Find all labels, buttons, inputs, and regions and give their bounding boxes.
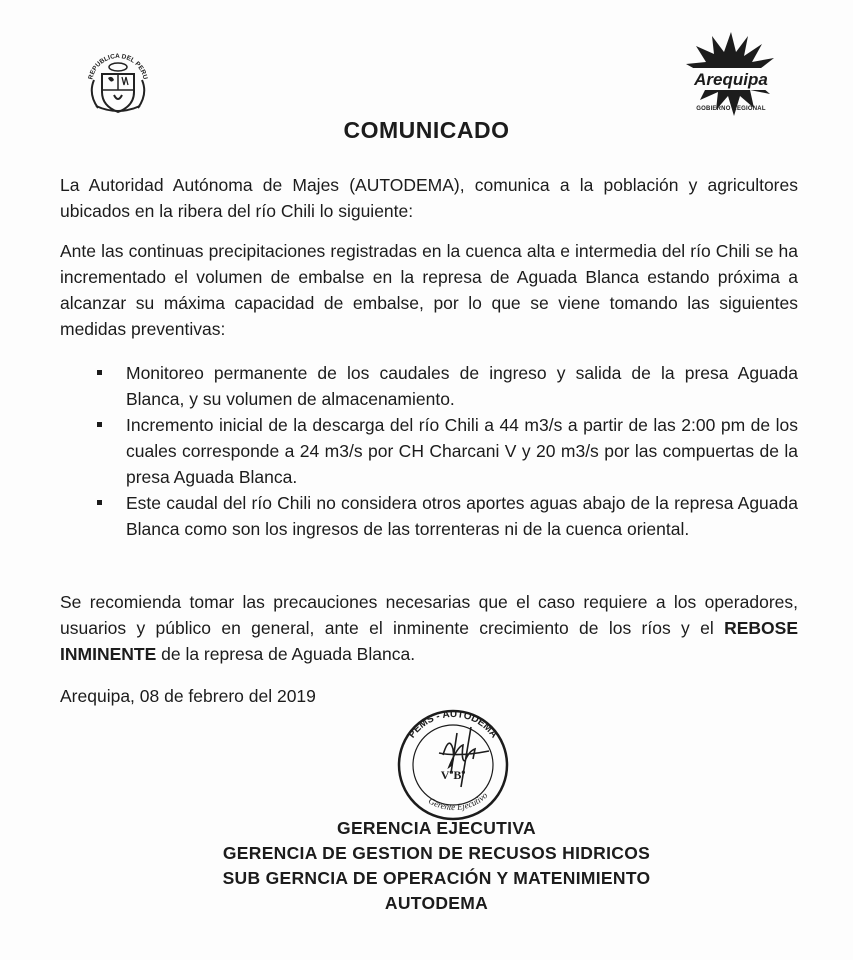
bullet-square-icon (97, 370, 102, 375)
autodema-stamp-seal (385, 705, 525, 823)
recommendation-paragraph (60, 589, 798, 667)
svg-text:Gerente Ejecutivo: Gerente Ejecutivo (426, 790, 490, 813)
bullet-square-icon (97, 422, 102, 427)
peru-coat-of-arms-logo (78, 40, 158, 120)
intro-paragraph: La Autoridad Autónoma de Majes (AUTODEMA), comunica a la población y agricultores ubicados en la ribera del río Chili lo siguiente: (60, 175, 798, 221)
signatory-line-4: AUTODEMA (384, 893, 489, 913)
list-item (96, 490, 798, 542)
svg-text:REPUBLICA DEL PERU: REPUBLICA DEL PERU (87, 52, 149, 81)
signatory-line-2: GERENCIA DE GESTION DE RECUSOS HIDRICOS (222, 843, 651, 863)
list-item-text: Este caudal del río Chili no considera otros aportes aguas abajo de la represa Aguada Blanca como son los ingresos de las torrenteras ni de la cuenca oriental. (126, 493, 798, 539)
preventive-measures-list (96, 360, 798, 542)
signatory-block (0, 816, 853, 916)
svg-text:Arequipa: Arequipa (694, 70, 768, 89)
list-item (96, 360, 798, 412)
document-date: Arequipa, 08 de febrero del 2019 (60, 686, 316, 706)
recommendation-text: Se recomienda tomar las precauciones necesarias que el caso requiere a los operadores, usuarios y público en general, ante el inminente crecimiento de los ríos y el (60, 592, 798, 638)
svg-text:VºBº: VºBº (440, 768, 466, 782)
recommendation-text-end: de la represa de Aguada Blanca. (156, 644, 416, 664)
bullet-square-icon (97, 500, 102, 505)
list-item (96, 412, 798, 490)
list-item-text: Incremento inicial de la descarga del río Chili a 44 m3/s a partir de las 2:00 pm de los cuales corresponde a 24 m3/s por CH Charcani V y 20 m3/s por las compuertas de la presa Aguada Blanca. (126, 415, 798, 487)
signatory-line-1: GERENCIA EJECUTIVA (337, 818, 536, 838)
signatory-line-3: SUB GERNCIA DE OPERACIÓN Y MATENIMIENTO (222, 868, 651, 888)
logo-caption: GOBIERNO REGIONAL (696, 106, 766, 112)
document-title: COMUNICADO (343, 117, 510, 143)
list-item-text: Monitoreo permanente de los caudales de ingreso y salida de la presa Aguada Blanca, y su volumen de almacenamiento. (126, 363, 798, 409)
context-paragraph: Ante las continuas precipitaciones registradas en la cuenca alta e intermedia del río Chili se ha incrementado el volumen de embalse en la represa de Aguada Blanca estando próxima a alcanzar su máxima capacidad de embalse, por lo que se viene tomando las siguientes medidas preventivas: (60, 241, 798, 339)
rebose-inminente-emphasis: REBOSE INMINENTE (60, 618, 798, 664)
svg-text:PEMS - AUTODEMA: PEMS - AUTODEMA (406, 708, 500, 741)
